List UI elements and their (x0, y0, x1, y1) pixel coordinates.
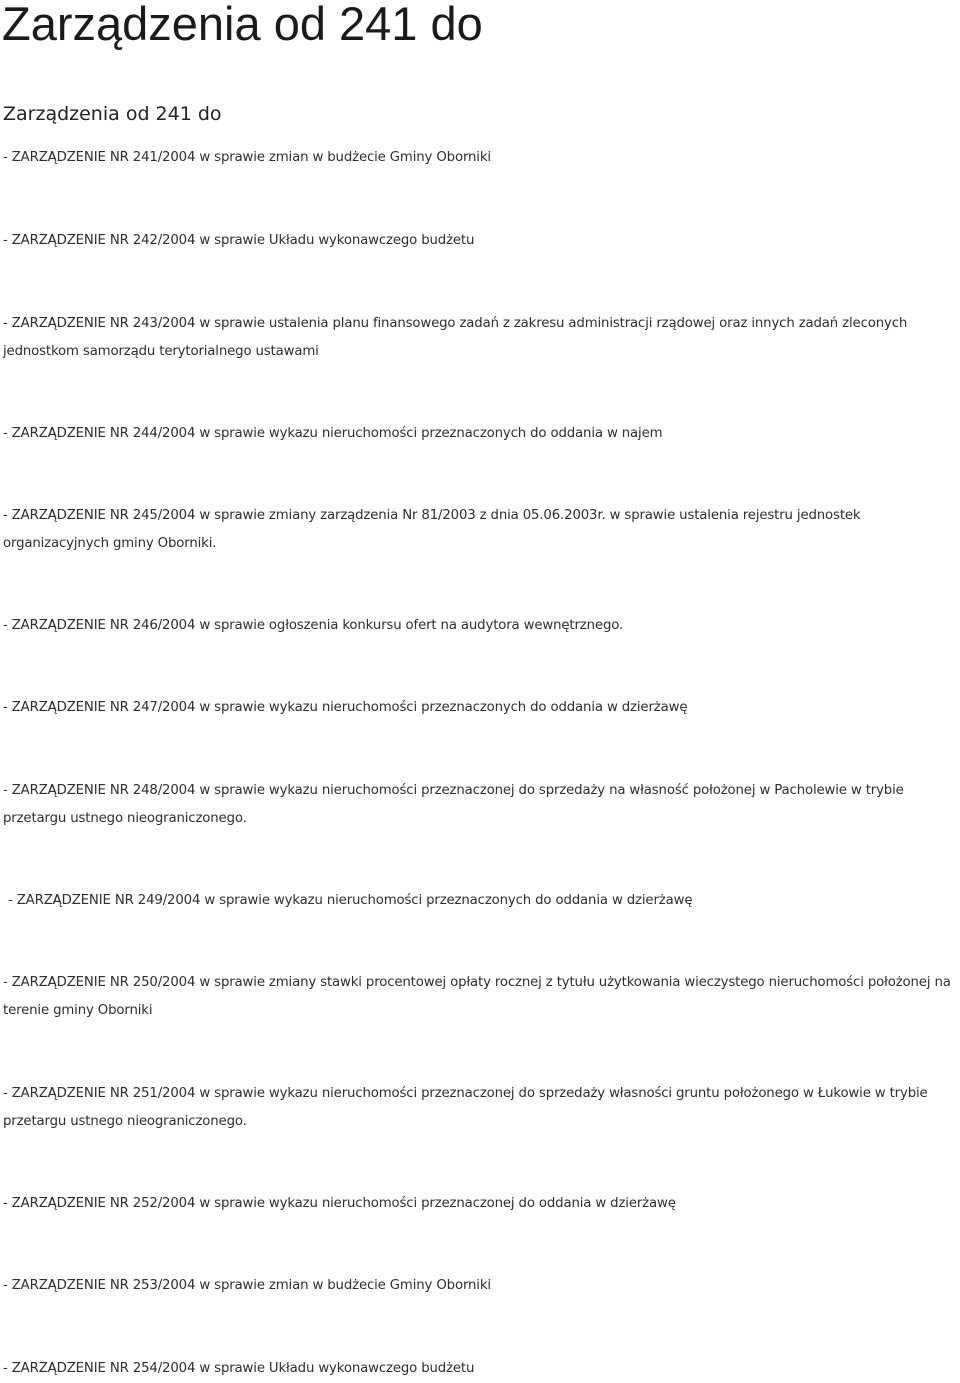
ordinance-item-241: - ZARZĄDZENIE NR 241/2004 w sprawie zmian w budżecie Gminy Oborniki (3, 150, 491, 165)
ordinance-item-244: - ZARZĄDZENIE NR 244/2004 w sprawie wykazu nieruchomości przeznaczonych do oddania w najem (3, 426, 663, 441)
ordinance-item-246: - ZARZĄDZENIE NR 246/2004 w sprawie ogłoszenia konkursu ofert na audytora wewnętrznego. (3, 618, 624, 633)
ordinance-item-245: - ZARZĄDZENIE NR 245/2004 w sprawie zmiany zarządzenia Nr 81/2003 z dnia 05.06.2003r. w sprawie ustalenia rejestru jednostek organizacyjnych gminy Oborniki. (3, 508, 861, 551)
ordinance-item-252: - ZARZĄDZENIE NR 252/2004 w sprawie wykazu nieruchomości przeznaczonej do oddania w dzierżawę (3, 1196, 676, 1211)
ordinance-item-250: - ZARZĄDZENIE NR 250/2004 w sprawie zmiany stawki procentowej opłaty rocznej z tytułu użytkowania wieczystego nieruchomości położonej na terenie gminy Oborniki (3, 975, 951, 1018)
ordinance-item-247: - ZARZĄDZENIE NR 247/2004 w sprawie wykazu nieruchomości przeznaczonych do oddania w dzierżawę (3, 700, 688, 715)
ordinance-item-243: - ZARZĄDZENIE NR 243/2004 w sprawie ustalenia planu finansowego zadań z zakresu administracji rządowej oraz innych zadań zleconych jednostkom samorządu terytorialnego ustawami (3, 316, 908, 359)
section-heading: Zarządzenia od 241 do (3, 103, 222, 125)
page-title: Zarządzenia od 241 do (2, 0, 483, 50)
ordinance-item-249: - ZARZĄDZENIE NR 249/2004 w sprawie wykazu nieruchomości przeznaczonych do oddania w dzierżawę (8, 893, 693, 908)
ordinance-item-248: - ZARZĄDZENIE NR 248/2004 w sprawie wykazu nieruchomości przeznaczonej do sprzedaży na własność położonej w Pacholewie w trybie przetargu ustnego nieograniczonego. (3, 783, 904, 826)
ordinance-item-242: - ZARZĄDZENIE NR 242/2004 w sprawie Układu wykonawczego budżetu (3, 233, 475, 248)
ordinance-item-253: - ZARZĄDZENIE NR 253/2004 w sprawie zmian w budżecie Gminy Oborniki (3, 1278, 491, 1293)
ordinance-item-251: - ZARZĄDZENIE NR 251/2004 w sprawie wykazu nieruchomości przeznaczonej do sprzedaży własności gruntu położonego w Łukowie w trybie przetargu ustnego nieograniczonego. (3, 1086, 928, 1129)
ordinance-item-254: - ZARZĄDZENIE NR 254/2004 w sprawie Układu wykonawczego budżetu (3, 1361, 475, 1376)
